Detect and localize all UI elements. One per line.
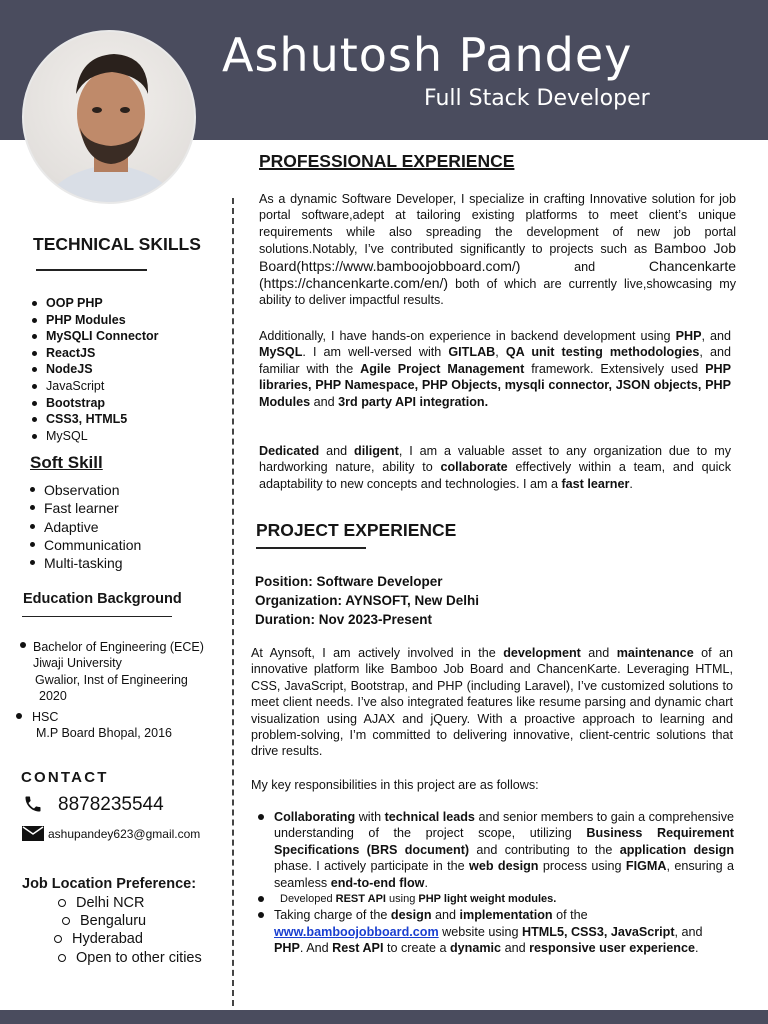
para-bold: FIGMA xyxy=(625,859,667,874)
list-item: MySQLI Connector xyxy=(30,328,159,345)
envelope-icon xyxy=(22,826,44,841)
list-item: PHP Modules xyxy=(30,312,159,329)
para-text: Additionally, I have hands-on experience in backend development using xyxy=(259,329,671,343)
project-experience-title: PROJECT EXPERIENCE xyxy=(256,520,457,540)
para-text: phase. I actively participate in the xyxy=(274,859,465,874)
list-item: OOP PHP xyxy=(30,295,159,312)
list-item: ReactJS xyxy=(30,345,159,362)
edu-year: 2020 xyxy=(39,689,67,704)
project-details xyxy=(255,572,479,629)
list-item xyxy=(254,891,734,907)
list-item: Hyderabad xyxy=(54,930,202,948)
para-text: and xyxy=(435,908,457,923)
summary-text: and xyxy=(574,259,596,274)
summary-text: both of which are currently live,showcasing my ability to deliver impactful results. xyxy=(259,277,736,308)
location-title: Job Location Preference: xyxy=(22,876,197,892)
para-text: framework. Extensively used xyxy=(531,361,699,376)
profile-photo-illustration xyxy=(24,32,196,204)
list-item: Fast learner xyxy=(28,499,141,517)
para-bold: Business Requirement Specifications (BRS document) xyxy=(274,826,735,857)
chancenkarte-link-text: Chancenkarte (https://chancenkarte.com/en/) xyxy=(259,257,736,292)
edu-degree: HSC xyxy=(32,710,59,724)
para-bold: development xyxy=(503,646,581,660)
profile-photo xyxy=(22,30,196,204)
para-text: Developed xyxy=(280,893,333,906)
bamboojobboard-link[interactable]: www.bamboojobboard.com xyxy=(274,924,439,939)
list-item: CSS3, HTML5 xyxy=(30,411,159,428)
para-bold: implementation xyxy=(459,908,553,923)
education-title: Education Background xyxy=(23,591,182,607)
para-bold: PHP xyxy=(675,329,702,343)
para-bold: Agile Project Management xyxy=(360,361,525,376)
list-item xyxy=(254,809,734,891)
para-text: and senior members to gain a comprehensive understanding of the project scope, utilizing xyxy=(274,810,735,841)
para-text: Taking charge of the xyxy=(274,908,388,923)
para-text: , and xyxy=(674,924,703,939)
para-bold: dynamic xyxy=(449,941,502,956)
para-bold: HTML5, CSS3, JavaScript xyxy=(521,924,675,939)
para-bold: application design xyxy=(619,842,735,857)
para-bold: end-to-end flow xyxy=(330,875,425,890)
technical-skills-rule xyxy=(36,269,147,271)
edu-degree: Bachelor of Engineering (ECE) xyxy=(33,640,204,654)
project-position: Position: Software Developer xyxy=(255,574,443,589)
para-bold: QA unit testing methodologies xyxy=(505,345,700,360)
para-text: . And xyxy=(299,941,329,956)
para-bold: PHP light weight modules. xyxy=(418,893,557,906)
edu-board: M.P Board Bhopal, 2016 xyxy=(36,726,172,741)
project-description xyxy=(251,645,733,760)
para-text: website using xyxy=(442,924,519,939)
technical-skills-title: TECHNICAL SKILLS xyxy=(33,234,201,254)
para-text: At Aynsoft, I am actively involved in the xyxy=(251,646,496,660)
para-bold: Rest API xyxy=(332,941,384,956)
edu-university: Jiwaji University xyxy=(33,656,122,671)
list-item: NodeJS xyxy=(30,361,159,378)
technical-skills-list xyxy=(30,295,159,444)
project-duration: Duration: Nov 2023-Present xyxy=(255,612,433,627)
para-bold: responsive user experience xyxy=(529,941,696,956)
edu-institute: Gwalior, Inst of Engineering xyxy=(35,672,188,687)
soft-skills-list xyxy=(28,481,141,572)
para-bold: diligent xyxy=(354,444,399,458)
list-item: Multi-tasking xyxy=(28,554,141,572)
para-text: and xyxy=(326,444,348,458)
list-item: MySQL xyxy=(30,428,159,445)
para-text: , and xyxy=(701,329,731,343)
para-bold: web design xyxy=(469,859,539,874)
responsibilities-list xyxy=(254,809,734,957)
personal-qualities-paragraph xyxy=(259,443,731,492)
para-bold: fast learner xyxy=(561,476,630,491)
para-bold: MySQL xyxy=(259,345,303,360)
para-bold: GITLAB xyxy=(448,345,496,360)
education-bullet xyxy=(20,642,26,648)
education-entry-hsc xyxy=(32,709,172,742)
backend-experience-paragraph: Additionally, I have hands-on experience in backend development using PHP, and MySQL. I am well-versed with GITLAB, QA unit testing methodologies, and familiar with the Agile Project Management framework. Extensively used PHP libraries, PHP Namespace, PHP Objects, mysqli connector, JSON objects, PHP Modules and 3rd party API integration. xyxy=(259,329,732,409)
list-item xyxy=(254,907,734,956)
education-bullet xyxy=(16,713,22,719)
para-text: . xyxy=(695,941,699,956)
para-bold: Dedicated xyxy=(259,444,320,458)
list-item: Communication xyxy=(28,536,141,554)
para-text: and xyxy=(504,941,526,956)
para-text: . xyxy=(424,875,428,890)
contact-title: CONTACT xyxy=(21,769,109,786)
phone-number[interactable]: 8878235544 xyxy=(58,794,164,815)
para-bold: collaborate xyxy=(440,460,508,475)
location-list xyxy=(58,894,202,967)
para-text: effectively within a team, and quick adaptability to new concepts and technologies. I am a xyxy=(259,460,732,491)
professional-experience-title: PROFESSIONAL EXPERIENCE xyxy=(259,151,515,171)
para-text: , and familiar with the xyxy=(259,345,732,376)
list-item: Adaptive xyxy=(28,518,141,536)
soft-skill-title: Soft Skill xyxy=(30,453,103,472)
list-item: Delhi NCR xyxy=(58,894,202,912)
para-text: . I am well-versed with xyxy=(302,345,442,360)
para-text: using xyxy=(389,893,416,906)
para-bold: PHP libraries, PHP Namespace, PHP Objects, mysqli connector, JSON objects, PHP Modules xyxy=(259,361,731,409)
para-bold: Collaborating xyxy=(274,810,356,824)
list-item: Bengaluru xyxy=(62,912,202,930)
list-item: Observation xyxy=(28,481,141,499)
project-experience-rule xyxy=(256,547,366,549)
para-text: process using xyxy=(542,859,622,874)
para-text: with xyxy=(358,810,382,824)
para-bold: maintenance xyxy=(616,646,694,660)
professional-summary xyxy=(259,191,736,309)
para-bold: 3rd party API integration. xyxy=(338,394,489,409)
education-entry-be xyxy=(33,639,204,705)
para-text: , I am a valuable asset to any organization due to my hardworking nature, ability to xyxy=(259,444,731,475)
para-bold: REST API xyxy=(335,893,386,906)
para-bold: technical leads xyxy=(384,810,475,824)
para-text: . xyxy=(629,476,633,491)
para-text: and xyxy=(588,646,610,660)
footer-bar xyxy=(0,1010,768,1024)
para-text: and xyxy=(313,394,335,409)
bamboo-link-text: Bamboo Job Board(https://www.bamboojobboard.com/) xyxy=(259,240,737,274)
para-bold: design xyxy=(390,908,432,923)
para-text: to create a xyxy=(386,941,447,956)
candidate-name: Ashutosh Pandey xyxy=(222,28,633,82)
list-item: Open to other cities xyxy=(58,949,202,967)
para-text: of an innovative platform like Bamboo Job Board and ChancenKarte. Leveraging HTML, CSS, JavaScript, Bootstrap, and PHP (including Laravel), I’ve customized solutions to meet client needs. I’ve also integrated features like resume parsing and dynamic chart visualization using AJAX and jQuery. With a proactive approach to learning and problem-solving, I’m committed to delivering innovative, client-centric solutions that drive results. xyxy=(251,646,734,759)
candidate-role: Full Stack Developer xyxy=(424,86,650,111)
para-bold: PHP xyxy=(274,941,300,956)
summary-text: As a dynamic Software Developer, I specialize in crafting Innovative solution for job portal software,adept at tailoring existing platforms to meet client’s unique requirements while also spreading the development of new job portal solutions.Notably, I’ve contributed significantly to projects such as xyxy=(259,192,736,257)
list-item: Bootstrap xyxy=(30,395,159,412)
para-text: and contributing to the xyxy=(476,842,613,857)
email-address[interactable]: ashupandey623@gmail.com xyxy=(48,827,201,841)
para-text: , ensuring a seamless xyxy=(274,859,735,890)
column-divider xyxy=(232,198,234,1006)
para-text: of the xyxy=(556,908,588,923)
list-item: JavaScript xyxy=(30,378,159,395)
project-organization: Organization: AYNSOFT, New Delhi xyxy=(255,593,480,608)
phone-icon xyxy=(22,794,44,814)
responsibilities-intro: My key responsibilities in this project are as follows: xyxy=(251,778,539,792)
education-rule xyxy=(22,616,172,617)
